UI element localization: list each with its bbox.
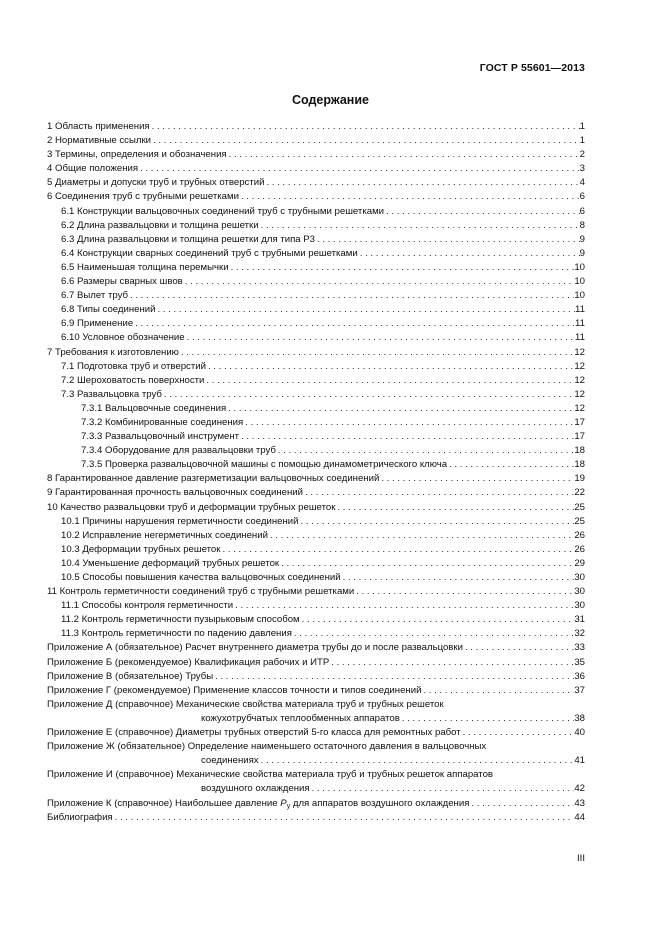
toc-entry-page: 17 bbox=[574, 431, 585, 443]
toc-entry-title: 11.1 Способы контроля герметичности bbox=[61, 600, 234, 612]
toc-entry-page: 38 bbox=[574, 712, 585, 724]
toc-entry-page: 37 bbox=[574, 684, 585, 696]
toc-entry-page: 4 bbox=[579, 177, 585, 189]
dot-leader bbox=[292, 627, 574, 641]
dot-leader bbox=[310, 782, 575, 796]
toc-entry-title: Приложение В (обязательное) Трубы bbox=[47, 670, 214, 682]
toc-entry[interactable] bbox=[47, 162, 585, 176]
toc-entry[interactable] bbox=[47, 768, 585, 796]
dot-leader bbox=[151, 134, 580, 148]
dot-leader bbox=[264, 176, 579, 190]
toc-entry-page: 32 bbox=[574, 628, 585, 640]
table-of-contents bbox=[47, 120, 585, 825]
toc-entry-title: 6.2 Длина развальцовки и толщина решетки bbox=[61, 219, 259, 231]
toc-entry-page: 12 bbox=[574, 360, 585, 372]
toc-entry[interactable] bbox=[47, 388, 585, 402]
toc-entry-title: 6.10 Условное обозначение bbox=[61, 332, 185, 344]
dot-leader bbox=[233, 599, 574, 613]
toc-entry[interactable] bbox=[47, 219, 585, 233]
page-title: Содержание bbox=[291, 93, 369, 107]
toc-entry[interactable] bbox=[47, 416, 585, 430]
toc-entry[interactable] bbox=[47, 402, 585, 416]
toc-entry-page: 3 bbox=[579, 163, 585, 175]
toc-entry[interactable] bbox=[47, 684, 585, 698]
toc-entry[interactable] bbox=[47, 148, 585, 162]
toc-entry-title: 6 Соединения труб с трубными решетками bbox=[47, 191, 239, 203]
toc-entry-title: 10.4 Уменьшение деформаций трубных решеток bbox=[61, 557, 280, 569]
pressure-symbol: P bbox=[280, 797, 287, 809]
dot-leader bbox=[469, 797, 574, 811]
toc-entry[interactable] bbox=[47, 275, 585, 289]
dot-leader bbox=[279, 557, 574, 571]
toc-entry-page: 18 bbox=[574, 459, 585, 471]
toc-entry[interactable] bbox=[47, 543, 585, 557]
toc-entry-title: 11.3 Контроль герметичности по падению давления bbox=[61, 628, 292, 640]
dot-leader bbox=[300, 613, 575, 627]
toc-entry[interactable] bbox=[47, 176, 585, 190]
dot-leader bbox=[276, 444, 574, 458]
toc-entry-title: 7.1 Подготовка труб и отверстий bbox=[61, 360, 206, 372]
toc-entry-page: 25 bbox=[574, 515, 585, 527]
dot-leader bbox=[463, 641, 574, 655]
dot-leader bbox=[447, 458, 574, 472]
dot-leader bbox=[206, 360, 574, 374]
toc-entry[interactable] bbox=[47, 472, 585, 486]
toc-entry[interactable] bbox=[47, 515, 585, 529]
dot-leader bbox=[400, 712, 574, 726]
toc-entry-title: 2 Нормативные ссылки bbox=[47, 135, 152, 147]
toc-entry-title: 3 Термины, определения и обозначения bbox=[47, 149, 227, 161]
dot-leader bbox=[421, 684, 574, 698]
dot-leader bbox=[243, 416, 574, 430]
toc-entry-title: Приложение А (обязательное) Расчет внутреннего диаметра трубы до и после развальцовки bbox=[47, 642, 463, 654]
dot-leader bbox=[204, 374, 574, 388]
dot-leader bbox=[133, 317, 575, 331]
toc-entry[interactable] bbox=[47, 233, 585, 247]
dot-leader bbox=[379, 472, 574, 486]
toc-entry-page: 6 bbox=[579, 191, 585, 203]
toc-entry-title: 6.4 Конструкции сварных соединений труб с трубными решетками bbox=[61, 247, 358, 259]
toc-entry-page: 30 bbox=[574, 586, 585, 598]
dot-leader bbox=[226, 402, 574, 416]
dot-leader bbox=[335, 501, 574, 515]
dot-leader bbox=[113, 811, 575, 825]
toc-entry-title: 10.2 Исправление негерметичных соединений bbox=[61, 529, 268, 541]
toc-entry-page: 41 bbox=[574, 755, 585, 767]
toc-entry-title: Приложение И (справочное) Механические свойства материала труб и трубных решеток аппаратов bbox=[47, 769, 494, 781]
toc-entry[interactable] bbox=[47, 585, 585, 599]
dot-leader bbox=[315, 233, 580, 247]
toc-entry-title: 7.3.3 Развальцовочный инструмент bbox=[81, 431, 240, 443]
toc-entry-title: 7.3 Развальцовка труб bbox=[61, 388, 162, 400]
dot-leader bbox=[229, 261, 575, 275]
dot-leader bbox=[384, 205, 580, 219]
toc-entry-title: Приложение Е (справочное) Диаметры трубных отверстий 5-го класса для ремонтных работ bbox=[47, 727, 461, 739]
toc-entry-page: 18 bbox=[574, 445, 585, 457]
toc-entry[interactable] bbox=[47, 501, 585, 515]
toc-entry-page: 12 bbox=[574, 374, 585, 386]
dot-leader bbox=[303, 486, 574, 500]
toc-entry-page: 26 bbox=[574, 543, 585, 555]
toc-entry-page: 42 bbox=[574, 783, 585, 795]
dot-leader bbox=[358, 247, 580, 261]
toc-entry-title: 6.8 Типы соединений bbox=[61, 304, 156, 316]
toc-entry-page: 30 bbox=[574, 572, 585, 583]
toc-entry[interactable] bbox=[47, 656, 585, 670]
toc-entry[interactable] bbox=[47, 811, 585, 825]
toc-entry-page: 35 bbox=[574, 656, 585, 668]
toc-entry-title: 10.1 Причины нарушения герметичности соединений bbox=[61, 515, 299, 527]
dot-leader bbox=[461, 726, 575, 740]
toc-entry-page: 10 bbox=[574, 290, 585, 302]
toc-entry[interactable] bbox=[47, 571, 585, 585]
dot-leader bbox=[239, 190, 580, 204]
toc-entry[interactable] bbox=[47, 360, 585, 374]
toc-entry[interactable] bbox=[47, 303, 585, 317]
toc-entry-page: 11 bbox=[575, 332, 585, 344]
toc-entry-title: Приложение Д (справочное) Механические свойства материала труб и трубных решеток bbox=[47, 698, 444, 710]
toc-entry[interactable] bbox=[47, 134, 585, 148]
toc-entry-page: 25 bbox=[574, 501, 585, 513]
toc-entry[interactable] bbox=[47, 486, 585, 500]
toc-entry-title: Приложение К (справочное) Наибольшее давление $P_у$ для аппаратов воздушного охлаждения bbox=[47, 797, 470, 810]
toc-entry-page: 2 bbox=[579, 149, 585, 161]
toc-entry-title: 7.3.5 Проверка развальцовочной машины с помощью динамометрического ключа bbox=[81, 459, 448, 471]
toc-entry-title: 10 Качество развальцовки труб и деформации трубных решеток bbox=[47, 501, 336, 513]
toc-entry-title: 11 Контроль герметичности соединений труб с трубными решетками bbox=[47, 586, 355, 598]
toc-entry-title: 8 Гарантированное давление разгерметизации вальцовочных соединений bbox=[47, 473, 380, 485]
toc-entry[interactable] bbox=[47, 289, 585, 303]
toc-entry-page: 33 bbox=[574, 642, 585, 654]
toc-entry-page: 11 bbox=[575, 304, 585, 316]
toc-entry-title: Приложение Ж (обязательное) Определение наименьшего остаточного давления в вальцовочных bbox=[47, 741, 487, 753]
toc-entry-page: 10 bbox=[574, 261, 585, 273]
dot-leader bbox=[268, 529, 574, 543]
dot-leader bbox=[329, 656, 574, 670]
toc-entry-page: 12 bbox=[574, 402, 585, 414]
toc-entry-page: 31 bbox=[574, 614, 585, 626]
toc-entry-title: 7.3.4 Оборудование для развальцовки труб bbox=[81, 445, 276, 457]
toc-entry[interactable] bbox=[47, 698, 585, 726]
toc-entry-title: 5 Диаметры и допуски труб и трубных отверстий bbox=[47, 177, 265, 189]
toc-entry[interactable] bbox=[47, 557, 585, 571]
toc-entry[interactable] bbox=[47, 444, 585, 458]
toc-entry-title: 6.3 Длина развальцовки и толщина решетки для типа Р3 bbox=[61, 233, 316, 245]
toc-entry-page: 43 bbox=[574, 797, 585, 809]
toc-entry[interactable] bbox=[47, 740, 585, 768]
toc-entry-title-continued: воздушного охлаждения bbox=[201, 783, 310, 795]
toc-entry-title: 6.1 Конструкции вальцовочных соединений труб с трубными решетками bbox=[61, 205, 385, 217]
toc-entry-title: 10.3 Деформации трубных решеток bbox=[61, 543, 221, 555]
toc-entry-page: 36 bbox=[574, 670, 585, 682]
dot-leader bbox=[341, 571, 575, 585]
dot-leader bbox=[162, 388, 574, 402]
toc-entry[interactable] bbox=[47, 346, 585, 360]
toc-entry-page: 44 bbox=[574, 811, 585, 823]
toc-entry[interactable] bbox=[47, 641, 585, 655]
dot-leader bbox=[220, 543, 574, 557]
dot-leader bbox=[354, 585, 574, 599]
toc-entry-title: 6.5 Наименьшая толщина перемычки bbox=[61, 261, 229, 273]
page-number: III bbox=[577, 853, 585, 864]
toc-entry-title: 6.6 Размеры сварных швов bbox=[61, 276, 183, 288]
dot-leader bbox=[227, 148, 580, 162]
toc-entry[interactable] bbox=[47, 247, 585, 261]
dot-leader bbox=[259, 219, 580, 233]
dot-leader bbox=[239, 430, 574, 444]
toc-entry[interactable] bbox=[47, 261, 585, 275]
toc-entry-page: 26 bbox=[574, 529, 585, 541]
toc-entry-page: 1 bbox=[579, 135, 585, 147]
toc-entry-page: 19 bbox=[574, 473, 585, 485]
toc-entry-title-continued: кожухотрубчатых теплообменных аппаратов bbox=[201, 712, 400, 724]
toc-entry-title: 1 Область применения bbox=[47, 121, 150, 132]
dot-leader bbox=[138, 162, 580, 176]
toc-entry-page: 12 bbox=[574, 388, 585, 400]
toc-entry[interactable] bbox=[47, 205, 585, 219]
dot-leader bbox=[299, 515, 575, 529]
toc-entry-page: 22 bbox=[574, 487, 585, 499]
toc-entry-page: 9 bbox=[579, 247, 585, 259]
toc-entry-title: 7 Требования к изготовлению bbox=[47, 346, 179, 358]
toc-entry-title: 6.7 Вылет труб bbox=[61, 290, 128, 302]
dot-leader bbox=[183, 275, 575, 289]
dot-leader bbox=[185, 331, 575, 345]
toc-entry-title-continued: соединениях bbox=[201, 755, 259, 767]
toc-entry-title: Библиография bbox=[47, 811, 113, 823]
toc-entry[interactable] bbox=[47, 317, 585, 331]
toc-entry-page: 9 bbox=[579, 233, 585, 245]
toc-entry-title: 7.3.2 Комбинированные соединения bbox=[81, 416, 244, 428]
toc-entry[interactable] bbox=[47, 458, 585, 472]
toc-entry[interactable] bbox=[47, 599, 585, 613]
toc-entry-page: 8 bbox=[579, 219, 585, 231]
toc-entry[interactable] bbox=[47, 726, 585, 740]
toc-entry-title: 6.9 Применение bbox=[61, 318, 134, 330]
dot-leader bbox=[156, 303, 576, 317]
toc-entry-title: 11.2 Контроль герметичности пузырьковым способом bbox=[61, 614, 300, 626]
toc-entry[interactable] bbox=[47, 430, 585, 444]
dot-leader bbox=[259, 754, 575, 768]
dot-leader bbox=[179, 346, 574, 360]
toc-entry-page: 11 bbox=[575, 318, 585, 330]
toc-entry-page: 6 bbox=[579, 205, 585, 217]
toc-entry-page: 29 bbox=[574, 557, 585, 569]
toc-entry[interactable] bbox=[47, 627, 585, 641]
toc-entry-page: 30 bbox=[574, 600, 585, 612]
toc-entry[interactable] bbox=[47, 120, 585, 134]
toc-entry[interactable] bbox=[47, 529, 585, 543]
toc-entry[interactable] bbox=[47, 670, 585, 684]
toc-entry-page: 1 bbox=[579, 121, 585, 132]
toc-entry-title: 7.2 Шероховатость поверхности bbox=[61, 374, 205, 386]
toc-entry-title: Приложение Г (рекомендуемое) Применение классов точности и типов соединений bbox=[47, 684, 422, 696]
toc-entry[interactable] bbox=[47, 331, 585, 345]
toc-entry-title: Приложение Б (рекомендуемое) Квалификация рабочих и ИТР bbox=[47, 656, 330, 668]
toc-entry-page: 17 bbox=[574, 416, 585, 428]
toc-entry-page: 40 bbox=[574, 727, 585, 739]
dot-leader bbox=[213, 670, 574, 684]
toc-entry-title: 10.5 Способы повышения качества вальцовочных соединений bbox=[61, 572, 341, 583]
toc-entry-page: 12 bbox=[574, 346, 585, 358]
dot-leader bbox=[150, 120, 580, 134]
toc-entry[interactable] bbox=[47, 613, 585, 627]
toc-entry[interactable] bbox=[47, 374, 585, 388]
toc-entry-title: 7.3.1 Вальцовочные соединения bbox=[81, 402, 227, 414]
standard-number: ГОСТ Р 55601—2013 bbox=[479, 62, 585, 74]
toc-entry-page: 10 bbox=[574, 276, 585, 288]
dot-leader bbox=[128, 289, 574, 303]
toc-entry[interactable] bbox=[47, 797, 585, 811]
toc-entry[interactable] bbox=[47, 190, 585, 204]
toc-entry-title: 9 Гарантированная прочность вальцовочных соединений bbox=[47, 487, 304, 499]
toc-entry-title: 4 Общие положения bbox=[47, 163, 139, 175]
